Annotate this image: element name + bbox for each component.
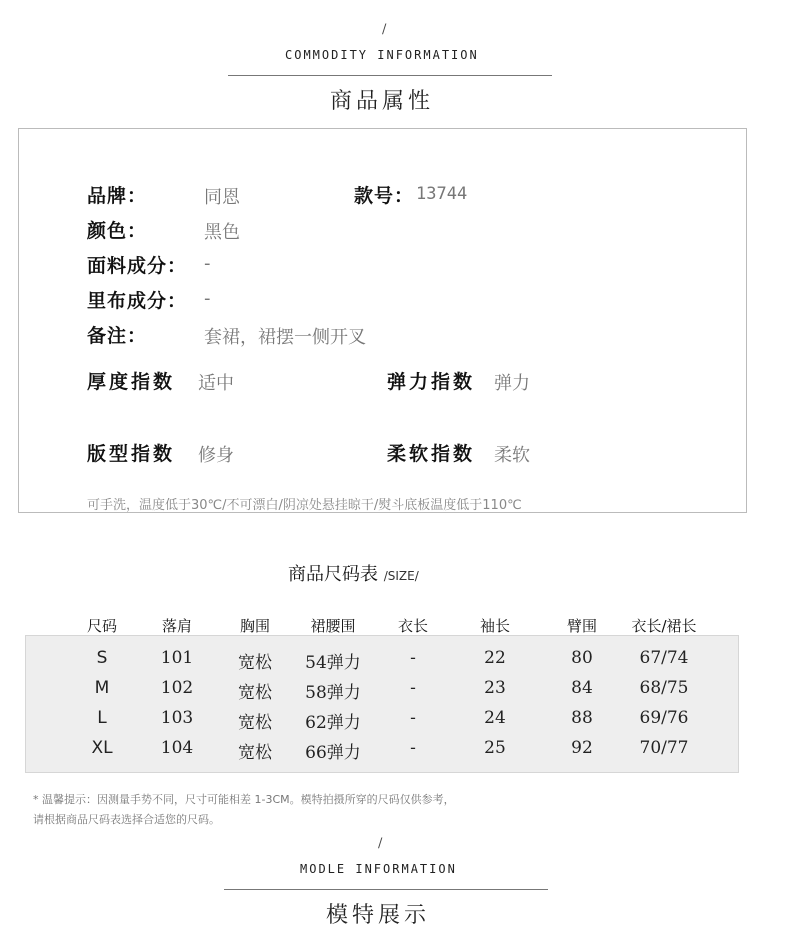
- size-cell-r1-c1: 102: [160, 678, 194, 698]
- size-cell-r1-c6: 84: [571, 678, 593, 698]
- size-cell-r0-c5: 22: [484, 648, 506, 668]
- size-cell-r3-c6: 92: [571, 738, 593, 758]
- commodity-slash: /: [382, 22, 387, 37]
- note-value: 套裙，裙摆一侧开叉: [204, 327, 366, 348]
- size-cell-r3-c4: -: [410, 738, 416, 758]
- size-cell-r2-c0: L: [97, 708, 107, 728]
- style-value: 13744: [416, 184, 468, 204]
- commodity-divider: [228, 75, 552, 76]
- size-cell-r0-c2: 宽松: [238, 653, 272, 673]
- size-header-2: 胸围: [239, 617, 270, 635]
- model-en-title: MODLE INFORMATION: [300, 862, 457, 876]
- brand-label: 品牌：: [87, 185, 148, 207]
- soft-label: 柔软指数: [387, 443, 476, 465]
- size-header-0: 尺码: [86, 617, 117, 635]
- size-cell-r3-c5: 25: [484, 738, 506, 758]
- size-cell-r0-c4: -: [410, 648, 416, 668]
- soft-value: 柔软: [494, 445, 530, 466]
- size-cell-r3-c7: 70/77: [639, 738, 689, 758]
- commodity-cn-title: 商品属性: [330, 89, 435, 114]
- size-cell-r2-c2: 宽松: [238, 713, 272, 733]
- tip-line-1: * 温馨提示：因测量手势不同，尺寸可能相差 1-3CM。模特拍摄所穿的尺码仅供参考，: [33, 793, 455, 806]
- elastic-label: 弹力指数: [387, 371, 476, 393]
- lining-label: 里布成分：: [87, 290, 188, 312]
- model-slash: /: [378, 836, 383, 851]
- thickness-value: 适中: [198, 373, 234, 394]
- note-label: 备注：: [87, 325, 148, 347]
- color-label: 颜色：: [87, 220, 148, 242]
- lining-value: -: [204, 288, 211, 309]
- size-cell-r1-c7: 68/75: [639, 678, 689, 698]
- size-cell-r3-c1: 104: [160, 738, 194, 758]
- elastic-value: 弹力: [494, 373, 530, 394]
- size-cell-r3-c0: XL: [91, 738, 113, 758]
- thickness-label: 厚度指数: [87, 371, 176, 393]
- fabric-value: -: [204, 253, 211, 274]
- size-cell-r0-c0: S: [96, 648, 108, 668]
- size-cell-r3-c2: 宽松: [238, 743, 272, 763]
- size-cell-r1-c2: 宽松: [238, 683, 272, 703]
- color-value: 黑色: [204, 222, 240, 243]
- size-cell-r2-c5: 24: [484, 708, 506, 728]
- fit-label: 版型指数: [87, 443, 176, 465]
- style-label: 款号：: [354, 185, 415, 207]
- size-cell-r1-c3: 58弹力: [305, 683, 361, 703]
- size-header-4: 衣长: [397, 617, 428, 635]
- size-chart-title-suffix: /SIZE/: [383, 569, 419, 583]
- size-chart-title-cn: 商品尺码表: [288, 564, 378, 585]
- size-chart-title: [288, 560, 419, 586]
- brand-value: 同恩: [204, 187, 240, 208]
- size-cell-r2-c6: 88: [571, 708, 593, 728]
- size-cell-r2-c4: -: [410, 708, 416, 728]
- size-header-5: 袖长: [479, 617, 510, 635]
- fabric-label: 面料成分：: [87, 255, 188, 277]
- size-cell-r2-c3: 62弹力: [305, 713, 361, 733]
- tip-line-2: 请根据商品尺码表选择合适您的尺码。: [33, 813, 220, 826]
- size-cell-r0-c6: 80: [571, 648, 593, 668]
- size-cell-r2-c7: 69/76: [639, 708, 689, 728]
- size-header-6: 臂围: [566, 617, 597, 635]
- care-instructions: 可手洗，温度低于30℃/不可漂白/阴凉处悬挂晾干/熨斗底板温度低于110℃: [87, 498, 522, 513]
- size-cell-r1-c4: -: [410, 678, 416, 698]
- size-header-7: 衣长/裙长: [631, 617, 697, 635]
- model-divider: [224, 889, 548, 890]
- size-cell-r1-c0: M: [94, 678, 110, 698]
- size-cell-r0-c3: 54弹力: [305, 653, 361, 673]
- size-cell-r0-c7: 67/74: [639, 648, 689, 668]
- fit-value: 修身: [198, 445, 234, 466]
- size-cell-r0-c1: 101: [160, 648, 194, 668]
- commodity-en-title: COMMODITY INFORMATION: [285, 48, 479, 62]
- size-header-3: 裙腰围: [310, 617, 356, 635]
- size-cell-r1-c5: 23: [484, 678, 506, 698]
- size-header-1: 落肩: [161, 617, 192, 635]
- model-cn-title: 模特展示: [326, 903, 431, 928]
- size-cell-r3-c3: 66弹力: [305, 743, 361, 763]
- size-cell-r2-c1: 103: [160, 708, 194, 728]
